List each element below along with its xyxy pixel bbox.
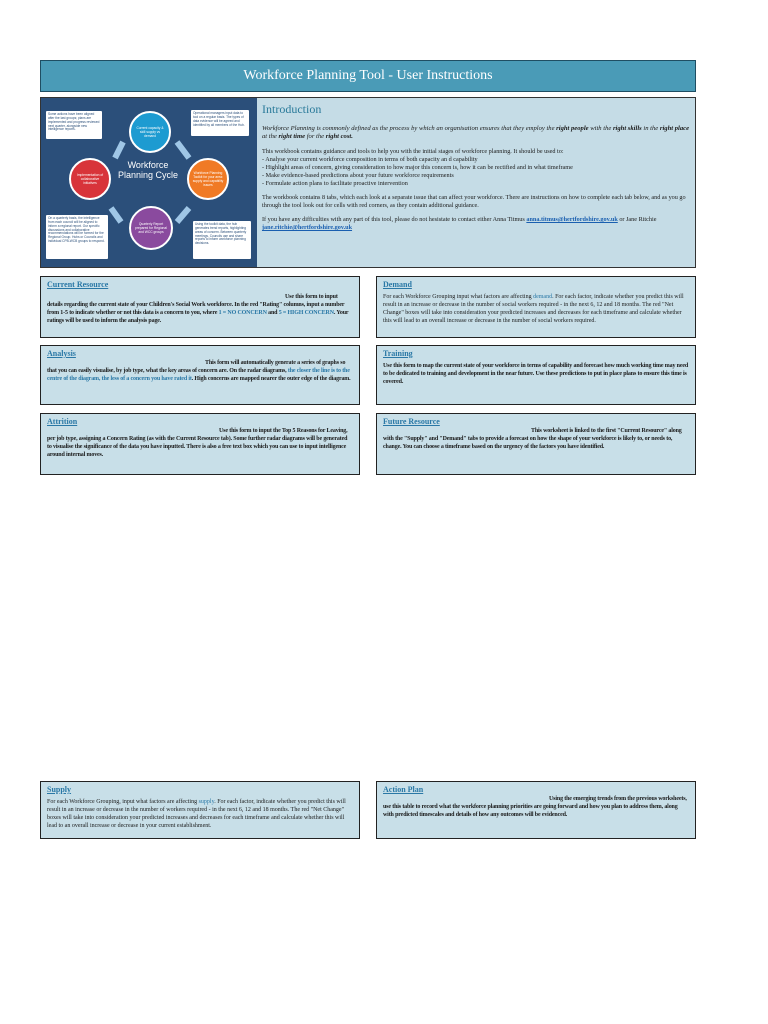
training-text: Use this form to map the current state of your workforce in terms of capability and forecast how much working time may need to be dedicated to training and development in the near future. Use these predictions to put in place plans to ensure this time is covered. (383, 362, 689, 385)
supply-text-part: . For each factor, indicate whether you predict this will result in an increase or decrease in the number of workers required - in the next 6, 12 and 18 months. The red "Net Change" boxes will take into consideration your predicted increases and decreases for each timeframe and calculate whether this will lead to an overall increase or decrease in your current establishment. (47, 798, 346, 830)
introduction-heading: Introduction (262, 102, 322, 116)
demand-text-part: . For each factor, indicate whether you predict this will result in an increase or decrease in the number of social workers required - in the next 6, 12 and 18 months. The red "Net Change" boxes will take into consideration your predicted increases and decreases for each timeframe and calculate whether this will lead to an overall increase or decrease in the number of social workers required. (383, 293, 684, 325)
analysis-text-part: This form will automatically generate a series of graphs so that you can easily visualise, by job type, what the key areas of concern are. On the radar diagrams, (47, 359, 346, 374)
supply-heading: Supply (47, 785, 72, 794)
analysis-box (40, 345, 360, 405)
supply-text (47, 798, 353, 830)
current-resource-text-part: . Your ratings will be used to inform the analysis page. (47, 309, 349, 325)
right-people: right people (556, 124, 589, 132)
workforce-planning-cycle-diagram (41, 98, 257, 267)
definition-text: at the (262, 133, 279, 141)
right-place: right place (659, 124, 690, 132)
supply-highlight: supply (198, 798, 215, 805)
demand-heading: Demand (383, 280, 412, 289)
analysis-highlight: the closer the line is to the centre of the diagram, the less of a concern you have rated it (47, 367, 350, 382)
current-resource-box (40, 276, 360, 338)
attrition-text: Use this form to input the Top 5 Reasons for Leaving, per job type, assigning a Concern Rating (as with the Current Resource tab). Some further radar diagrams will be generated to visualise the significance of the data you have inputted. There is also a free text box which you can use to input intelligence around internal moves. (47, 427, 348, 459)
cycle-title: Workforce Planning Cycle (117, 160, 179, 181)
usage-bullet: - Highlight areas of concern, giving consideration to how major this concern is, how it can be rectified and in what timeframe (262, 163, 573, 171)
page-title (40, 60, 696, 92)
action-plan-box (376, 781, 696, 839)
diagram-note-4: On a quarterly basis, the intelligence from each council will be aligned to inform a regional report. Our specific discussions and collaborative recommendations will be formed for the Regional Group. Hubs or Councils and individual CPB-WCB groups to respond. (46, 215, 108, 259)
definition-text: for the (305, 133, 326, 141)
demand-box (376, 276, 696, 338)
tabs-paragraph: The workbook contains 8 tabs, which each look at a separate issue that can affect your workforce. There are instructions on how to complete each tab below, and as you go through the tool look out for cells with red corners, as they contain additional guidance. (262, 194, 686, 210)
cycle-step-quarterly-report: Quarterly Report prepared for Regional and WCC groups (129, 206, 173, 250)
contact-text: If you have any difficulties with any part of this tool, please do not hesistate to contact either Anna Titmus (262, 216, 527, 224)
current-resource-heading: Current Resource (47, 280, 109, 289)
diagram-note-2: Operational managers input data to tool on a regular basis. The types of data evidence will be agreed and identified by all members of the Hub. (191, 110, 249, 136)
current-resource-text-part: Use this form to input details regarding the current state of your Children's Social Work workforce. In the red "Rating" columns, input a number from 1-5 to indicate whether or not this data is a concern to you, where (47, 293, 345, 316)
definition-text: in the (641, 124, 660, 132)
future-resource-text: This worksheet is linked to the first "Current Resource" along with the "Supply" and "Demand" tabs to provide a forecast on how the shape of your workforce is likely to, or needs to, change. You can choose a timeframe based on the urgency of the factors you have identified. (383, 427, 682, 450)
right-time: right time (278, 133, 306, 141)
contact-text: or Jane Ritchie (617, 216, 657, 224)
training-heading: Training (383, 349, 413, 358)
cycle-step-toolkit: Workforce Planning Toolkit for your area: supply and capability issues (187, 158, 229, 200)
definition-text: Workforce Planning is commonly defined as the process by which an organisation ensures that they employ the (262, 124, 557, 132)
usage-bullet: - Formulate action plans to facilitate proactive intervention (262, 179, 408, 187)
introduction-text (257, 98, 695, 267)
diagram-note-1: Some actions have been aligned after the last groups; plans are implemented and progress reviewed next quarter, alongside new intelligence reports. (46, 111, 102, 139)
no-concern-label: 1 = NO CONCERN (218, 309, 267, 316)
demand-text-part: For each Workforce Grouping input what factors are affecting (383, 293, 534, 300)
cycle-step-current-capacity: Current capacity & skill supply vs demand (129, 111, 171, 153)
attrition-box (40, 413, 360, 475)
attrition-heading: Attrition (47, 417, 78, 426)
usage-bullet: - Make evidence-based predictions about your future workforce requirements (262, 171, 454, 179)
introduction-panel (40, 97, 696, 268)
high-concern-label: 5 = HIGH CONCERN (278, 309, 334, 316)
usage-section (262, 148, 689, 188)
cycle-step-implementation: Implementation of collaborative initiatives (69, 158, 111, 200)
page-title-text: Workforce Planning Tool - User Instructions (243, 68, 493, 83)
contact-paragraph (262, 216, 689, 232)
demand-text (383, 293, 689, 325)
supply-text-part: For each Workforce Grouping, input what factors are affecting (47, 798, 199, 805)
demand-highlight: demand (533, 293, 553, 300)
right-cost: right cost. (325, 133, 353, 141)
action-plan-heading: Action Plan (383, 785, 424, 794)
analysis-text (47, 359, 353, 383)
diagram-note-3: Using the toolkit data, the hub generates trend reports, highlighting areas of concern. Between quarterly meetings, Councils use and share reports to inform workforce planning decisions. (193, 221, 251, 259)
email-link-anna[interactable]: anna.titmus@hertfordshire.gov.uk (526, 216, 618, 224)
email-link-jane[interactable]: jane.ritchie@hertfordshire.gov.uk (262, 224, 353, 232)
future-resource-heading: Future Resource (383, 417, 440, 426)
future-resource-box (376, 413, 696, 475)
definition-text: with the (588, 124, 613, 132)
usage-bullet: - Analyse your current workforce composition in terms of both capacity an d capability (262, 155, 478, 163)
action-plan-text: Using the emerging trends from the previous worksheets, use this table to record what the workforce planning priorities are going forward and how you plan to address them, along with predicted timescales and details of how any outcomes will be evidenced. (383, 795, 687, 818)
usage-intro: This workbook contains guidance and tools to help you with the initial stages of workforce planning. It should be used to: (262, 147, 564, 155)
analysis-text-part: . High concerns are mapped nearer the outer edge of the diagram. (191, 375, 351, 382)
training-box (376, 345, 696, 405)
analysis-heading: Analysis (47, 349, 76, 358)
definition-paragraph (262, 125, 689, 142)
current-resource-text (47, 293, 353, 325)
current-resource-text-part: and (266, 309, 279, 316)
right-skills: right skills (612, 124, 642, 132)
supply-box (40, 781, 360, 839)
